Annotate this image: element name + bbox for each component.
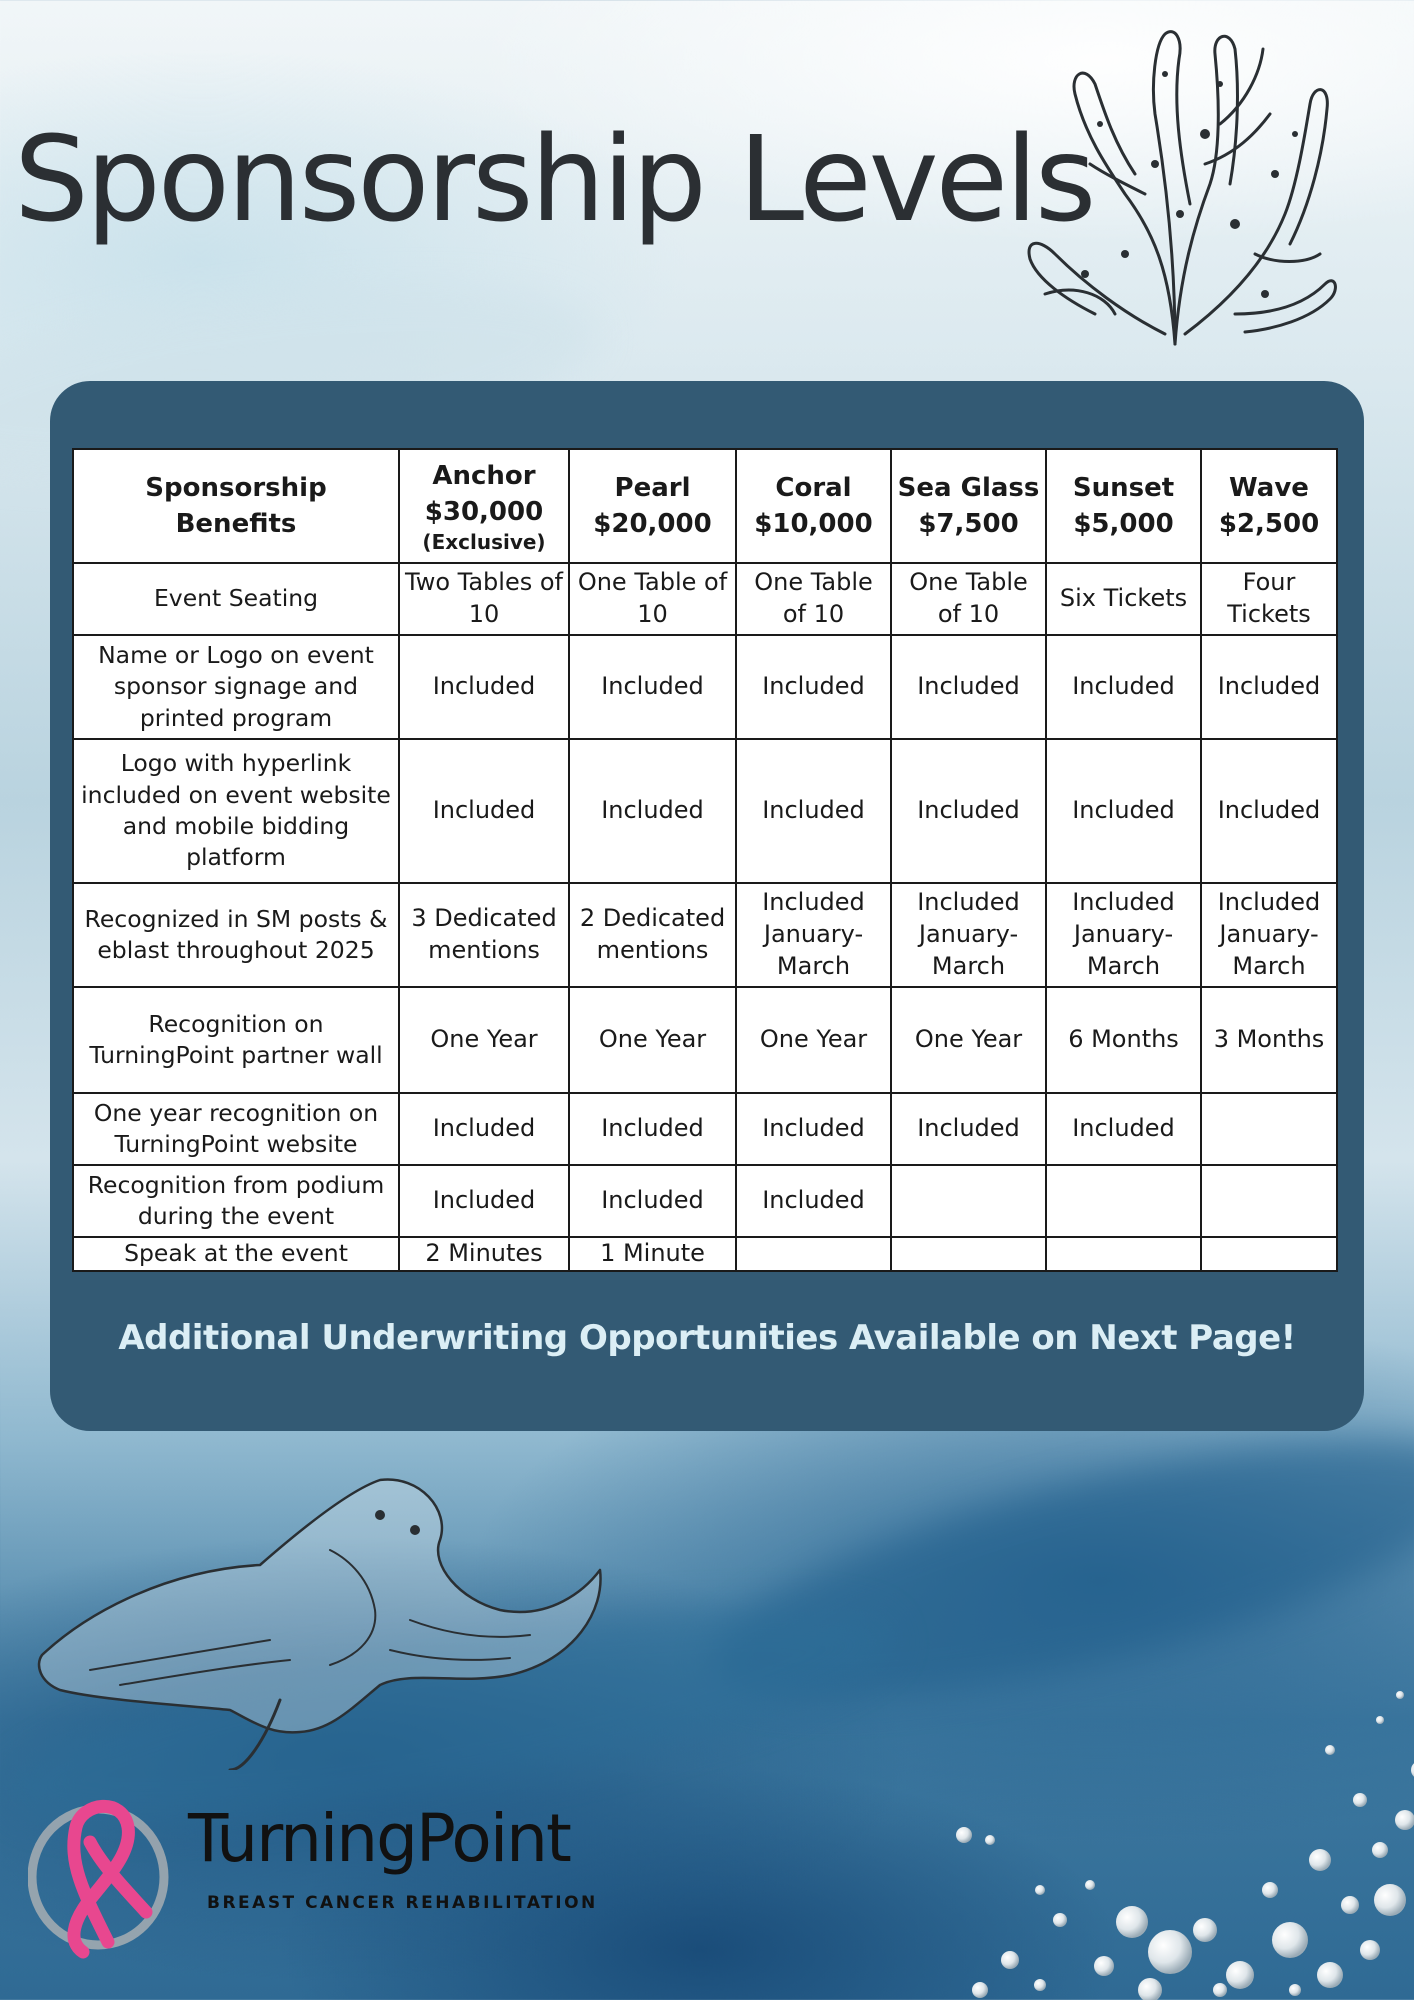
table-cell <box>891 1165 1046 1237</box>
table-cell: Included January-March <box>891 883 1046 987</box>
table-cell: 3 Months <box>1201 987 1337 1093</box>
table-row <box>73 739 1337 883</box>
table-cell: Included <box>1201 739 1337 883</box>
table-cell: Included January-March <box>1046 883 1201 987</box>
table-cell: Included <box>1201 635 1337 739</box>
pearls-icon <box>860 1690 1414 2000</box>
wave-name: Wave <box>1229 472 1309 503</box>
table-cell: One Table of 10 <box>569 563 736 635</box>
table-cell: One Year <box>399 987 569 1093</box>
table-cell: Included <box>891 739 1046 883</box>
header-seaglass <box>891 449 1046 563</box>
table-cell: Included <box>569 1093 736 1165</box>
table-cell: Two Tables of 10 <box>399 563 569 635</box>
table-cell: Included <box>736 739 891 883</box>
table-cell: Included <box>736 1093 891 1165</box>
sunset-price: $5,000 <box>1073 509 1174 539</box>
page-title: Sponsorship Levels <box>14 110 1094 248</box>
table-cell <box>891 1237 1046 1271</box>
table-row <box>73 1165 1337 1237</box>
anchor-note: (Exclusive) <box>422 530 546 555</box>
table-cell: 6 Months <box>1046 987 1201 1093</box>
header-benefits-line1: Sponsorship <box>145 472 327 503</box>
pearl-price: $20,000 <box>593 509 712 539</box>
table-cell: Included January-March <box>736 883 891 987</box>
table-cell: Included <box>736 635 891 739</box>
table-cell <box>1046 1165 1201 1237</box>
table-cell <box>1046 1237 1201 1271</box>
ribbon-logo-icon <box>28 1782 178 1962</box>
table-row <box>73 635 1337 739</box>
anchor-price: $30,000 <box>424 497 544 527</box>
row-label: Logo with hyperlink included on event website and mobile bidding platform <box>73 739 399 883</box>
stingray-icon <box>30 1470 610 1770</box>
table-cell: Four Tickets <box>1201 563 1337 635</box>
table-cell: 3 Dedicated mentions <box>399 883 569 987</box>
table-cell: Included <box>891 1093 1046 1165</box>
table-cell: Included <box>891 635 1046 739</box>
table-cell: One Table of 10 <box>891 563 1046 635</box>
table-row <box>73 883 1337 987</box>
table-row <box>73 987 1337 1093</box>
table-cell <box>1201 1165 1337 1237</box>
coral-icon <box>1005 14 1345 354</box>
table-cell: One Year <box>569 987 736 1093</box>
sponsorship-table <box>72 448 1338 1272</box>
logo-tagline: BREAST CANCER REHABILITATION <box>207 1893 598 1913</box>
table-cell: One Year <box>736 987 891 1093</box>
table-cell: 2 Dedicated mentions <box>569 883 736 987</box>
table-cell: Included <box>1046 635 1201 739</box>
pearl-name: Pearl <box>614 472 691 503</box>
header-coral <box>736 449 891 563</box>
table-cell: Six Tickets <box>1046 563 1201 635</box>
table-cell: Included <box>569 635 736 739</box>
seaglass-name: Sea Glass <box>897 472 1040 503</box>
row-label: Name or Logo on event sponsor signage and printed program <box>73 635 399 739</box>
table-cell: 1 Minute <box>569 1237 736 1271</box>
table-row <box>73 1237 1337 1271</box>
table-cell: 2 Minutes <box>399 1237 569 1271</box>
row-label: Recognition on TurningPoint partner wall <box>73 987 399 1093</box>
table-cell: Included <box>569 1165 736 1237</box>
table-cell: Included <box>399 635 569 739</box>
logo-wordmark: TurningPoint <box>188 1800 570 1877</box>
header-sunset <box>1046 449 1201 563</box>
table-cell: Included January-March <box>1201 883 1337 987</box>
header-anchor <box>399 449 569 563</box>
sunset-name: Sunset <box>1072 472 1175 503</box>
table-cell <box>736 1237 891 1271</box>
seaglass-price: $7,500 <box>918 509 1019 539</box>
table-row <box>73 1093 1337 1165</box>
row-label: Recognition from podium during the event <box>73 1165 399 1237</box>
table-cell: Included <box>399 739 569 883</box>
row-label: One year recognition on TurningPoint website <box>73 1093 399 1165</box>
table-cell: Included <box>736 1165 891 1237</box>
wave-price: $2,500 <box>1218 509 1320 539</box>
header-pearl <box>569 449 736 563</box>
table-header-row <box>73 449 1337 563</box>
coral-name: Coral <box>775 472 852 503</box>
table-cell: Included <box>569 739 736 883</box>
header-benefits <box>73 449 399 563</box>
header-wave <box>1201 449 1337 563</box>
table-cell: Included <box>399 1165 569 1237</box>
next-page-notice: Additional Underwriting Opportunities Available on Next Page! <box>118 1318 1296 1358</box>
table-cell <box>1201 1237 1337 1271</box>
anchor-name: Anchor <box>432 460 536 491</box>
table-cell: Included <box>1046 1093 1201 1165</box>
coral-price: $10,000 <box>754 509 873 539</box>
table-row <box>73 563 1337 635</box>
table-cell: One Year <box>891 987 1046 1093</box>
row-label: Speak at the event <box>73 1237 399 1271</box>
table-cell: Included <box>399 1093 569 1165</box>
table-cell <box>1201 1093 1337 1165</box>
row-label: Event Seating <box>73 563 399 635</box>
header-benefits-line2: Benefits <box>175 509 297 539</box>
table-cell: Included <box>1046 739 1201 883</box>
table-cell: One Table of 10 <box>736 563 891 635</box>
row-label: Recognized in SM posts & eblast throughout 2025 <box>73 883 399 987</box>
